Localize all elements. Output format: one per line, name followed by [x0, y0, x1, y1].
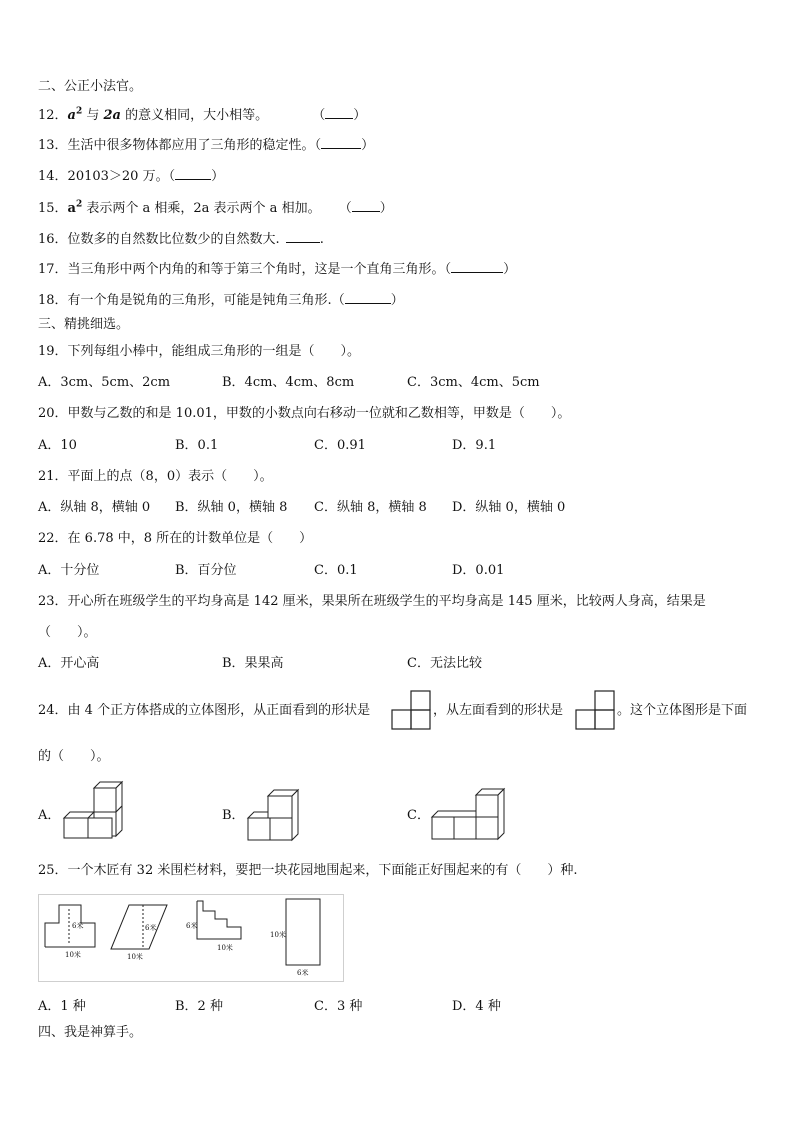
option-c[interactable]: C．0.1: [314, 563, 358, 578]
question-23-stem: 23．开心所在班级学生的平均身高是 142 厘米，果果所在班级学生的平均身高是 145 厘米，比较两人身高，结果是: [38, 594, 706, 609]
option-a[interactable]: A．十分位: [38, 563, 100, 578]
option-d[interactable]: D．0.01: [452, 563, 505, 578]
answer-blank[interactable]: [345, 291, 391, 304]
question-18: 18．有一个角是锐角的三角形，可能是钝角三角形.（ ）: [38, 293, 404, 308]
option-a[interactable]: A．开心高: [38, 656, 100, 671]
answer-blank[interactable]: [286, 230, 320, 243]
fig2-height-label: 6米: [145, 924, 157, 932]
option-a[interactable]: A．纵轴 8，横轴 0: [38, 500, 151, 515]
fig1-width-label: 10米: [65, 951, 81, 959]
question-24-stem-mid: ，从左面看到的形状是: [433, 703, 564, 718]
option-c[interactable]: C．无法比较: [407, 656, 482, 671]
question-13: 13．生活中很多物体都应用了三角形的稳定性。（ ）: [38, 138, 375, 153]
question-24-stem-cont: 的（ ）。: [38, 749, 110, 764]
question-number: 12．: [38, 108, 68, 123]
question-25-stem: 25．一个木匠有 32 米围栏材料，要把一块花园地围起来，下面能正好围起来的有（ ）种.: [38, 863, 578, 878]
section-heading-judge: 二、公正小法官。: [38, 79, 143, 94]
option-a[interactable]: A．3cm、5cm、2cm: [38, 375, 171, 390]
front-view-figure: [390, 690, 432, 730]
option-b[interactable]: B．2 种: [175, 999, 223, 1014]
option-c[interactable]: C．3cm、4cm、5cm: [407, 375, 540, 390]
fig3-width-label: 10米: [217, 944, 233, 952]
question-17: 17．当三角形中两个内角的和等于第三个角时，这是一个直角三角形。（ ）: [38, 262, 517, 277]
fig4-width-label: 6米: [297, 969, 309, 977]
cube-figure-b: [246, 788, 302, 842]
question-12: 12．$a^2$ 与 2a 的意义相同，大小相等。 （ ）: [38, 106, 367, 123]
option-b[interactable]: B．0.1: [175, 438, 219, 453]
question-20-stem: 20．甲数与乙数的和是 10.01，甲数的小数点向右移动一位就和乙数相等，甲数是（ ）。: [38, 406, 571, 421]
question-16: 16．位数多的自然数比位数少的自然数大. .: [38, 232, 324, 247]
option-c[interactable]: C．0.91: [314, 438, 366, 453]
answer-blank[interactable]: [451, 260, 503, 273]
section-heading-choice: 三、精挑细选。: [38, 317, 130, 332]
question-24-stem: 24．由 4 个正方体搭成的立体图形，从正面看到的形状是: [38, 703, 371, 718]
option-d[interactable]: D．9.1: [452, 438, 497, 453]
option-a[interactable]: A．: [38, 808, 61, 823]
fence-figures-frame: [38, 894, 344, 982]
fig2-width-label: 10米: [127, 953, 143, 961]
fig3-height-label: 6米: [186, 922, 198, 930]
cube-figure-a: [60, 780, 126, 842]
answer-blank[interactable]: [321, 136, 361, 149]
option-b[interactable]: B．百分位: [175, 563, 237, 578]
option-d[interactable]: D．纵轴 0，横轴 0: [452, 500, 566, 515]
option-c[interactable]: C．纵轴 8，横轴 8: [314, 500, 427, 515]
option-a[interactable]: A．1 种: [38, 999, 86, 1014]
question-22-stem: 22．在 6.78 中，8 所在的计数单位是（ ）: [38, 531, 313, 546]
answer-blank[interactable]: [175, 167, 211, 180]
option-b[interactable]: B．果果高: [222, 656, 284, 671]
option-b[interactable]: B．: [222, 808, 245, 823]
option-b[interactable]: B．纵轴 0，横轴 8: [175, 500, 288, 515]
fig1-height-label: 6米: [72, 922, 84, 930]
question-19-stem: 19．下列每组小棒中，能组成三角形的一组是（ ）。: [38, 344, 361, 359]
question-24-stem-end: 。这个立体图形是下面: [617, 703, 748, 718]
section-heading-calc: 四、我是神算手。: [38, 1025, 143, 1040]
answer-blank[interactable]: [352, 199, 380, 212]
left-view-figure: [574, 690, 616, 730]
question-23-stem-cont: （ ）。: [38, 625, 97, 640]
answer-blank[interactable]: [325, 106, 353, 119]
cube-figure-c: [430, 787, 506, 841]
fig4-height-label: 10米: [270, 931, 286, 939]
option-c[interactable]: C．3 种: [314, 999, 363, 1014]
question-21-stem: 21．平面上的点（8，0）表示（ ）。: [38, 469, 273, 484]
option-a[interactable]: A．10: [38, 438, 77, 453]
option-b[interactable]: B．4cm、4cm、8cm: [222, 375, 355, 390]
question-14: 14．20103＞20 万。（ ）: [38, 169, 225, 184]
option-c[interactable]: C．: [407, 808, 430, 823]
option-d[interactable]: D．4 种: [452, 999, 501, 1014]
question-15: 15．$a^2$ 表示两个 a 相乘，2a 表示两个 a 相加。 （ ）: [38, 199, 393, 216]
